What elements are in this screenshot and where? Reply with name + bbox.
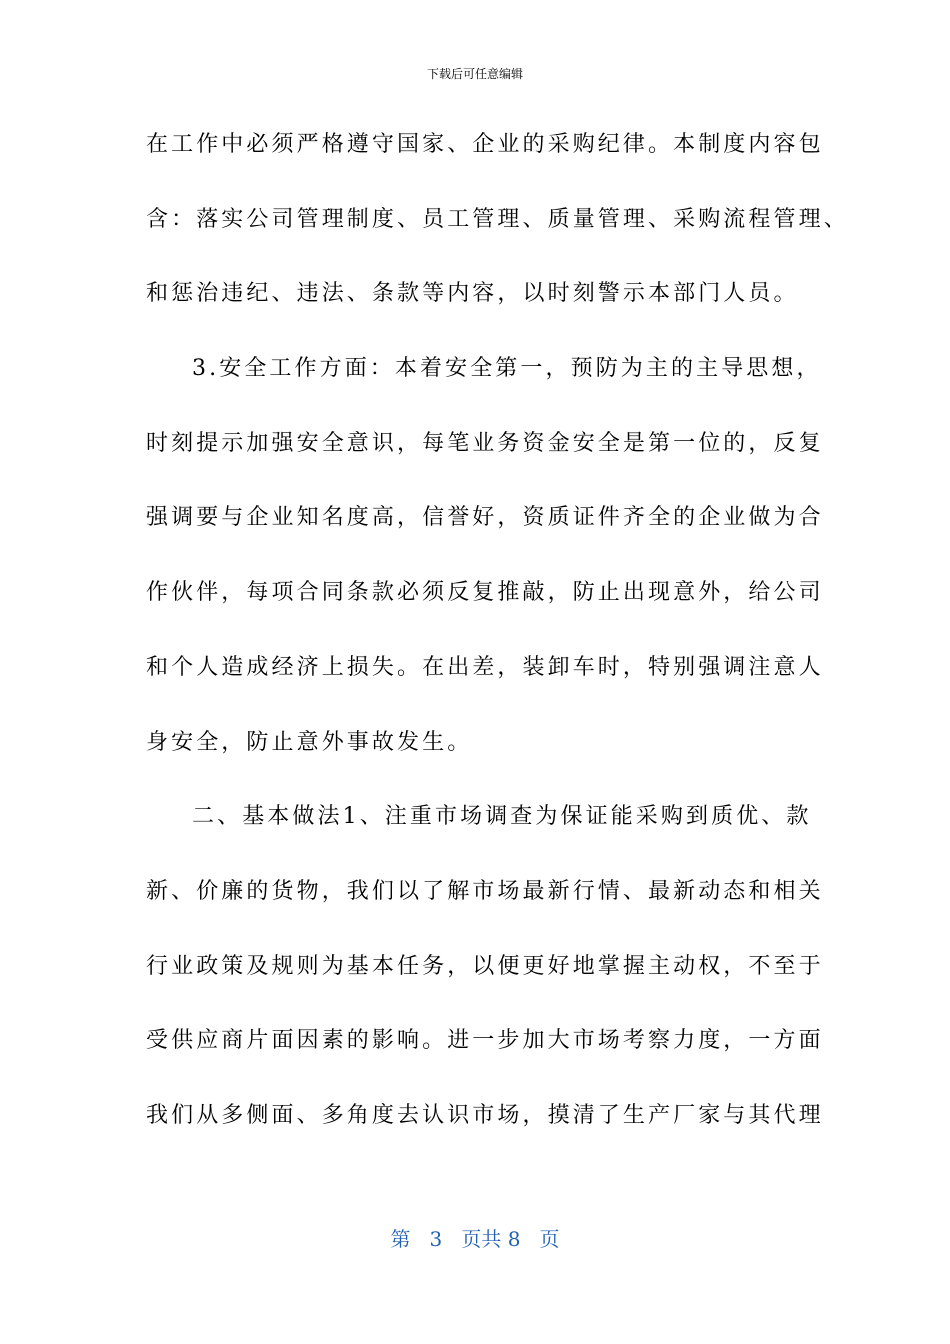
- text-line: 和个人造成经济上损失。在出差，装卸车时，特别强调注意人: [146, 654, 824, 680]
- text-line: 受供应商片面因素的影响。进一步加大市场考察力度，一方面: [146, 1028, 824, 1054]
- current-page-number: 3: [429, 1227, 443, 1251]
- page-label-suffix: 页: [539, 1227, 560, 1251]
- text-line-indented: 3.安全工作方面：本着安全第一，预防为主的主导思想，: [192, 356, 822, 382]
- text-line: 强调要与企业知名度高，信誉好，资质证件齐全的企业做为合: [146, 505, 824, 531]
- text-line: 含：落实公司管理制度、员工管理、质量管理、采购流程管理、: [146, 206, 849, 232]
- text-line: 我们从多侧面、多角度去认识市场，摸清了生产厂家与其代理: [146, 1102, 824, 1128]
- text-line: 和惩治违纪、违法、条款等内容，以时刻警示本部门人员。: [146, 281, 799, 307]
- text-line: 新、价廉的货物，我们以了解市场最新行情、最新动态和相关: [146, 878, 824, 904]
- page-label-middle: 页共: [461, 1227, 502, 1251]
- page-header: 下载后可任意编辑: [426, 67, 523, 81]
- total-pages-number: 8: [507, 1227, 521, 1251]
- document-body: [146, 125, 849, 1171]
- text-line-indented: 二、基本做法1、注重市场调查为保证能采购到质优、款: [192, 804, 812, 830]
- text-line: 在工作中必须严格遵守国家、企业的采购纪律。本制度内容包: [146, 132, 824, 157]
- page-label-prefix: 第: [390, 1227, 411, 1251]
- page-footer: [0, 1226, 950, 1252]
- text-line: 身安全，防止意外事故发生。: [146, 729, 473, 755]
- text-line: 作伙伴，每项合同条款必须反复推敲，防止出现意外，给公司: [146, 580, 824, 606]
- text-line: 行业政策及规则为基本任务，以便更好地掌握主动权，不至于: [146, 953, 824, 979]
- text-line: 时刻提示加强安全意识，每笔业务资金安全是第一位的，反复: [146, 430, 824, 456]
